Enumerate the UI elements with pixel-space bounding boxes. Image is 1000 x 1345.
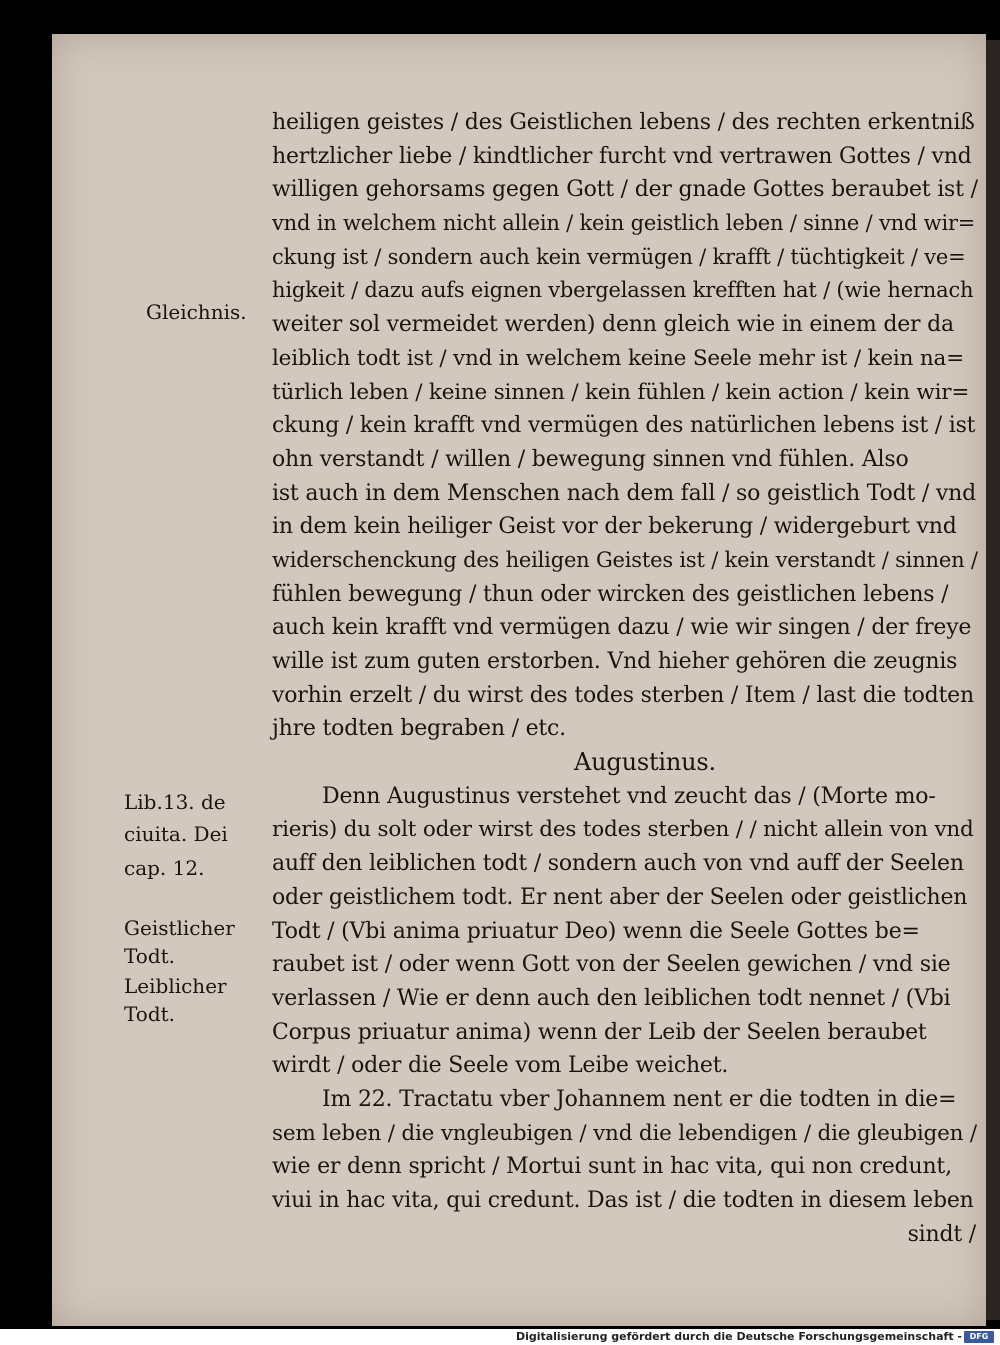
text-line: widerschenckung des heiligen Geistes ist / kein verstandt / sinnen / xyxy=(272,547,978,572)
text-line: ckung ist / sondern auch kein vermügen / krafft / tüchtigkeit / ve= xyxy=(272,244,966,269)
margin-note-lib-line1: Lib.13. de xyxy=(124,790,226,814)
text-line: Corpus priuatur anima) wenn der Leib der Seelen beraubet xyxy=(272,1019,927,1045)
margin-note-lib-line3: cap. 12. xyxy=(124,856,205,880)
text-line: sem leben / die vngleubigen / vnd die lebendigen / die gleubigen / xyxy=(272,1120,977,1146)
margin-note-geistlicher-todt: Todt. xyxy=(124,944,176,968)
text-line: hertzlicher liebe / kindtlicher furcht vnd vertrawen Gottes / vnd xyxy=(272,143,972,169)
text-line: viui in hac vita, qui credunt. Das ist / die todten in diesem leben xyxy=(272,1188,974,1213)
text-line: wille ist zum guten erstorben. Vnd hieher gehören die zeugnis xyxy=(272,649,958,674)
text-line: raubet ist / oder wenn Gott von der Seelen gewichen / vnd sie xyxy=(272,952,951,978)
text-line: auch kein krafft vnd vermügen dazu / wie wir singen / der freye xyxy=(272,615,972,641)
text-line: ohn verstandt / willen / bewegung sinnen vnd fühlen. Also xyxy=(272,446,909,472)
page-edge xyxy=(986,40,1000,1320)
text-line: vnd in welchem nicht allein / kein geistlich leben / sinne / vnd wir= xyxy=(272,211,976,236)
catchword: sindt / xyxy=(907,1221,976,1247)
text-line: türlich leben / keine sinnen / kein fühlen / kein action / kein wir= xyxy=(272,379,970,405)
text-line: ckung / kein krafft vnd vermügen des natürlichen lebens ist / ist xyxy=(272,413,976,439)
section-heading: Augustinus. xyxy=(574,748,716,777)
text-line: vorhin erzelt / du wirst des todes sterben / Item / last die todten xyxy=(272,682,974,708)
text-line: Denn Augustinus verstehet vnd zeucht das / (Morte mo- xyxy=(322,783,936,809)
margin-note-lib-line2: ciuita. Dei xyxy=(124,822,228,846)
text-line: in dem kein heiliger Geist vor der bekerung / widergeburt vnd xyxy=(272,514,957,540)
text-line: leiblich todt ist / vnd in welchem keine Seele mehr ist / kein na= xyxy=(272,345,964,371)
footer-credit: Digitalisierung gefördert durch die Deutsche Forschungsgemeinschaft - xyxy=(515,1330,962,1343)
margin-note-geistlicher: Geistlicher xyxy=(124,916,235,940)
text-line: ist auch in dem Menschen nach dem fall / so geistlich Todt / vnd xyxy=(272,480,976,506)
text-line: rieris) du solt oder wirst des todes sterben / / nicht allein von vnd xyxy=(272,817,974,843)
margin-note-leiblicher: Leiblicher xyxy=(124,974,227,998)
text-line: auff den leiblichen todt / sondern auch von vnd auff der Seelen xyxy=(272,851,964,877)
text-line: verlassen / Wie er denn auch den leiblichen todt nennet / (Vbi xyxy=(272,985,951,1011)
text-line: wie er denn spricht / Mortui sunt in hac vita, qui non credunt, xyxy=(272,1154,952,1180)
text-line: higkeit / dazu aufs eignen vbergelassen krefften hat / (wie hernach xyxy=(272,278,974,303)
dfg-logo: DFG xyxy=(964,1331,994,1343)
margin-note-gleichnis: Gleichnis. xyxy=(146,300,247,324)
text-line: weiter sol vermeidet werden) denn gleich wie in einem der da xyxy=(272,312,954,338)
text-line: Todt / (Vbi anima priuatur Deo) wenn die Seele Gottes be= xyxy=(272,918,920,944)
text-line: oder geistlichem todt. Er nent aber der Seelen oder geistlichen xyxy=(272,884,968,910)
text-line: wirdt / oder die Seele vom Leibe weichet. xyxy=(272,1053,729,1079)
margin-note-leiblicher-todt: Todt. xyxy=(124,1002,176,1026)
text-line: Im 22. Tractatu vber Johannem nent er die todten in die= xyxy=(322,1086,957,1112)
text-line: willigen gehorsams gegen Gott / der gnade Gottes beraubet ist / xyxy=(272,177,978,203)
text-line: fühlen bewegung / thun oder wircken des geistlichen lebens / xyxy=(272,581,949,607)
body-text xyxy=(272,106,978,1251)
text-line: heiligen geistes / des Geistlichen lebens / des rechten erkentniß xyxy=(272,110,975,135)
footer-bar xyxy=(0,1329,1000,1345)
text-line: jhre todten begraben / etc. xyxy=(272,716,566,742)
